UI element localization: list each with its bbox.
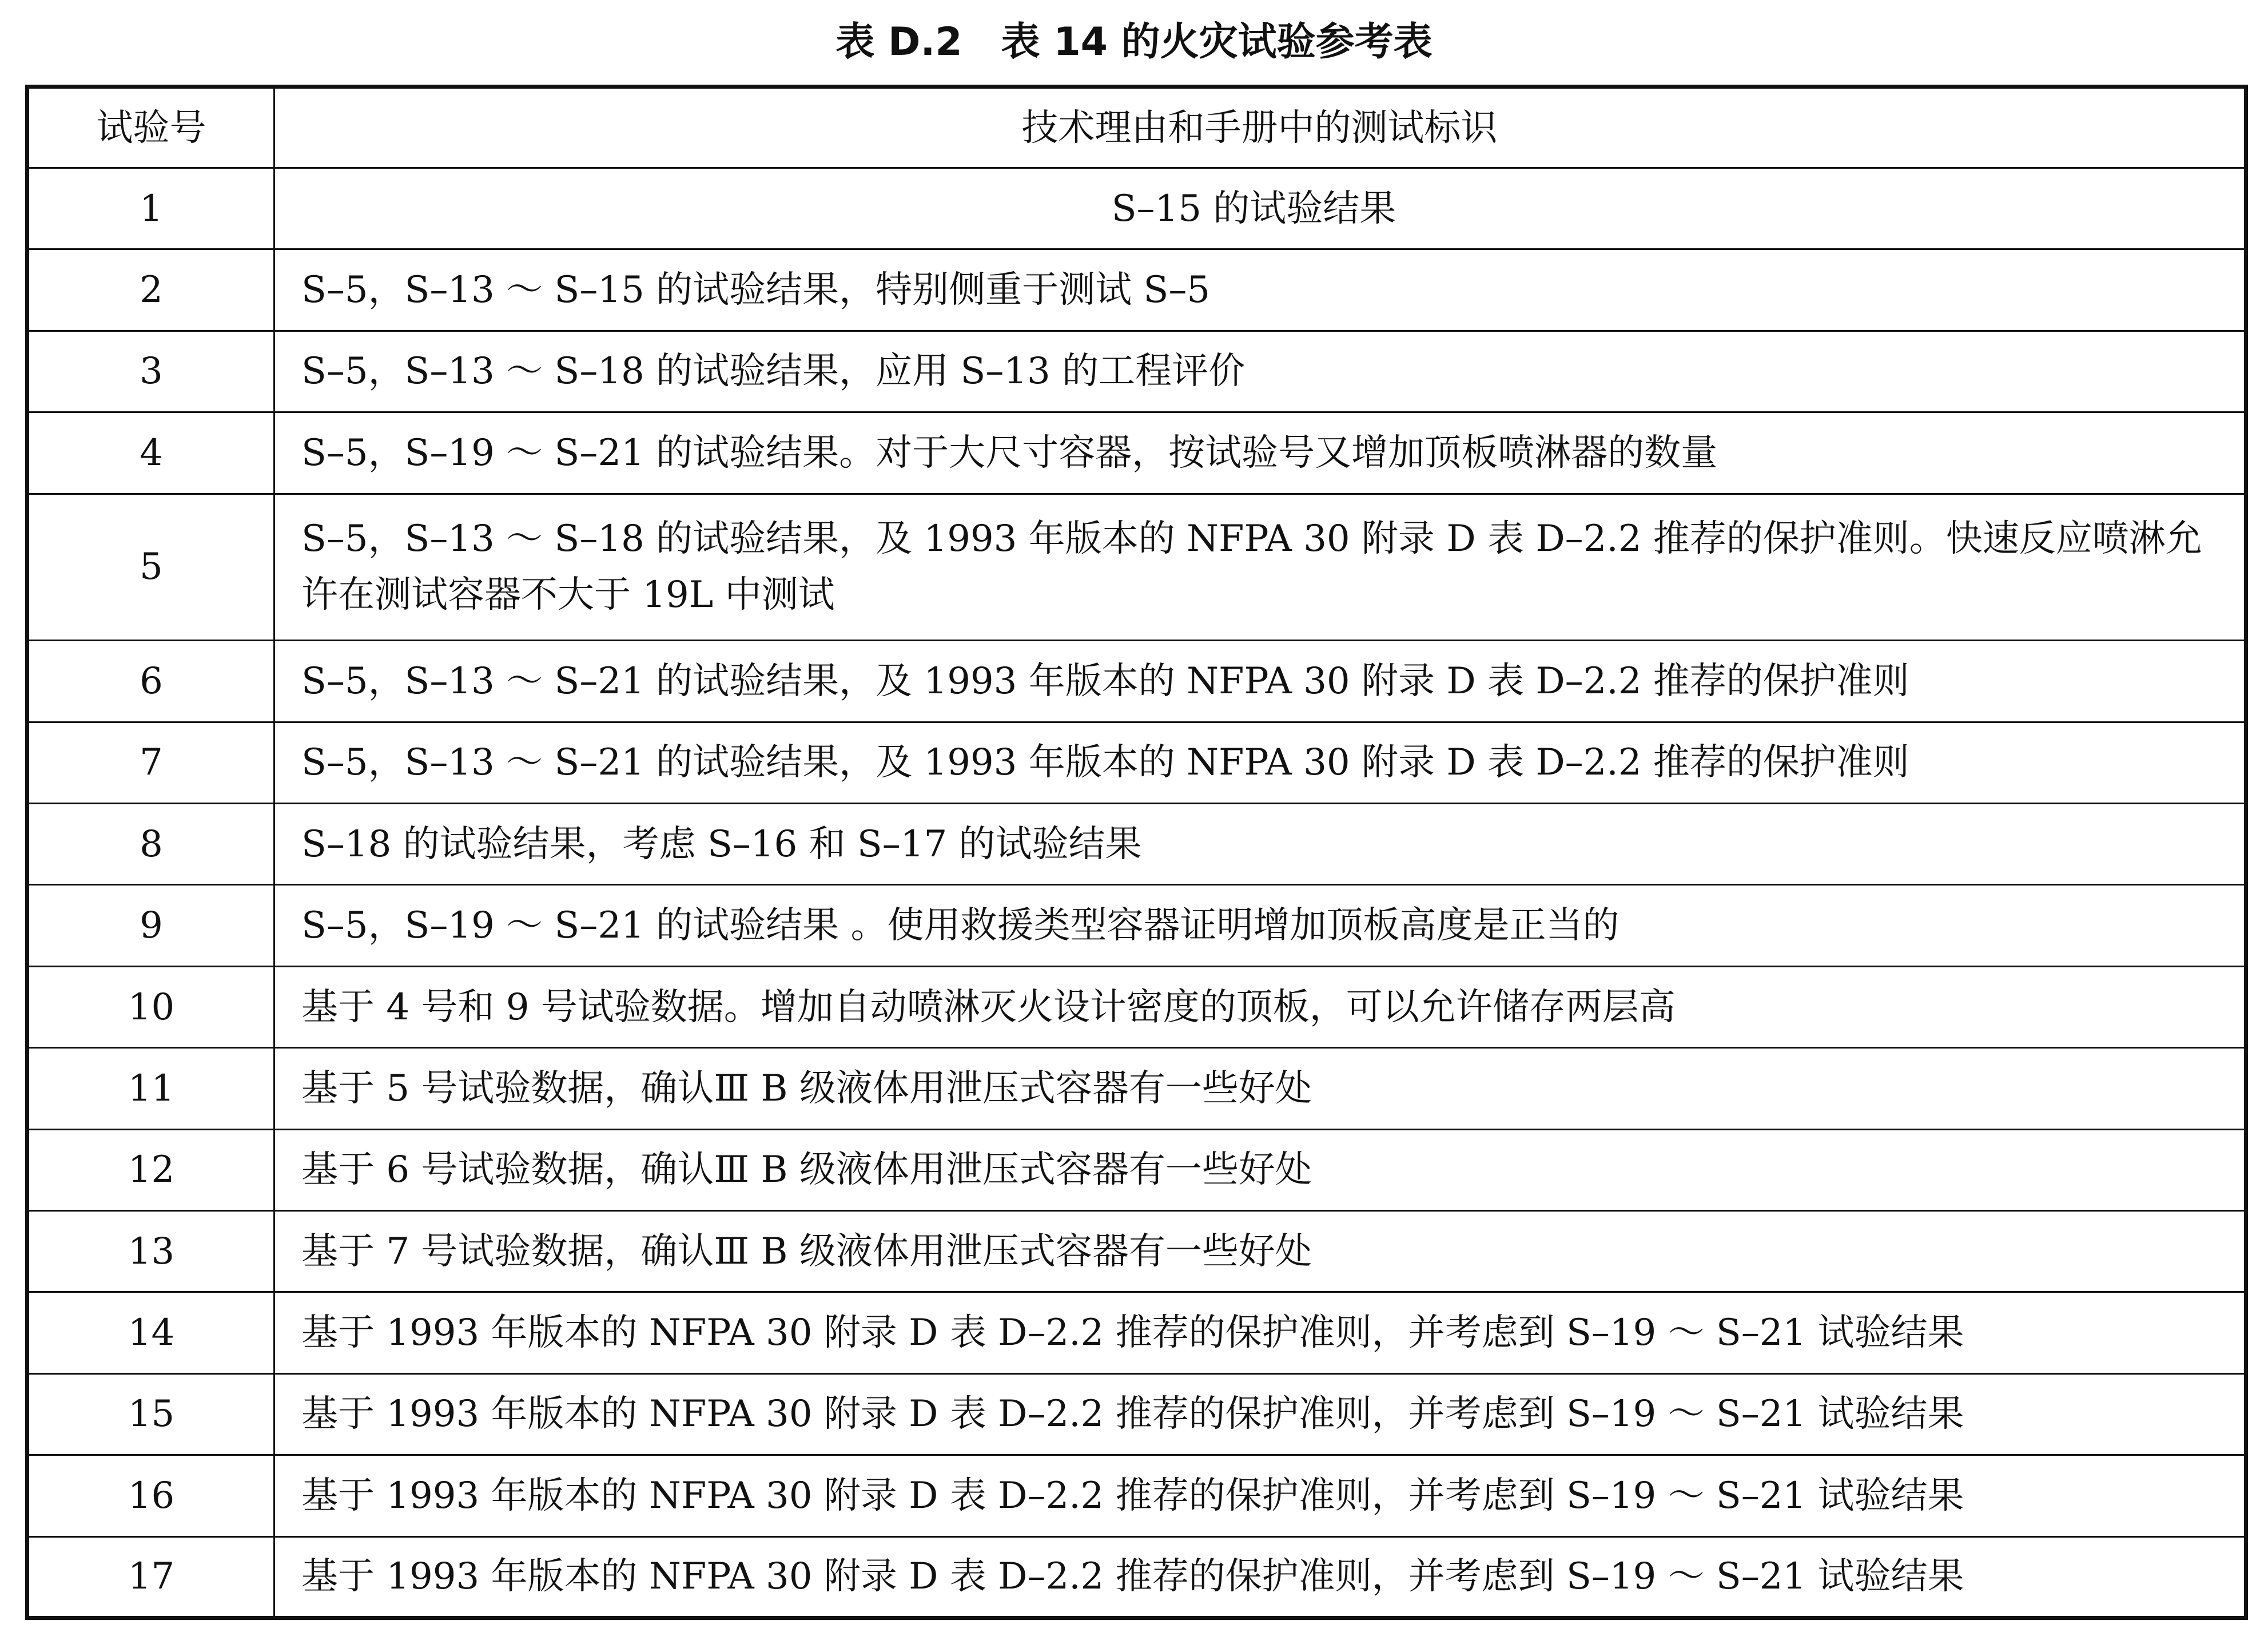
fire-test-reference-table: [25, 85, 2248, 1620]
test-number-cell: 8: [27, 804, 274, 885]
table-row: [27, 641, 2246, 722]
table-row: [27, 494, 2246, 641]
test-number-cell: 17: [27, 1536, 274, 1618]
table-row: [27, 331, 2246, 412]
description-cell: S–5，S–19 ～ S–21 的试验结果。对于大尺寸容器，按试验号又增加顶板喷淋器的数量: [274, 412, 2246, 494]
test-number-cell: 1: [27, 168, 274, 249]
test-number-cell: 14: [27, 1292, 274, 1373]
column-header-test-no: 试验号: [27, 87, 274, 168]
description-cell: 基于 1993 年版本的 NFPA 30 附录 D 表 D–2.2 推荐的保护准则，并考虑到 S–19 ～ S–21 试验结果: [274, 1536, 2246, 1618]
test-number-cell: 5: [27, 494, 274, 641]
description-cell: S–5，S–13 ～ S–21 的试验结果，及 1993 年版本的 NFPA 30 附录 D 表 D–2.2 推荐的保护准则: [274, 722, 2246, 803]
description-cell: S–5，S–13 ～ S–18 的试验结果，及 1993 年版本的 NFPA 30 附录 D 表 D–2.2 推荐的保护准则。快速反应喷淋允许在测试容器不大于 19L 中测试: [274, 494, 2246, 641]
description-cell: 基于 7 号试验数据，确认Ⅲ B 级液体用泄压式容器有一些好处: [274, 1211, 2246, 1292]
table-row: [27, 168, 2246, 249]
table-row: [27, 1211, 2246, 1292]
test-number-cell: 7: [27, 722, 274, 803]
description-cell: 基于 1993 年版本的 NFPA 30 附录 D 表 D–2.2 推荐的保护准则，并考虑到 S–19 ～ S–21 试验结果: [274, 1373, 2246, 1455]
test-number-cell: 6: [27, 641, 274, 722]
table-row: [27, 966, 2246, 1047]
table-row: [27, 1292, 2246, 1373]
description-cell: 基于 4 号和 9 号试验数据。增加自动喷淋灭火设计密度的顶板，可以允许储存两层高: [274, 966, 2246, 1047]
table-row: [27, 1048, 2246, 1129]
table-row: [27, 412, 2246, 494]
test-number-cell: 4: [27, 412, 274, 494]
test-number-cell: 12: [27, 1129, 274, 1210]
table-row: [27, 885, 2246, 966]
table-row: [27, 249, 2246, 331]
column-header-description: 技术理由和手册中的测试标识: [274, 87, 2246, 168]
description-cell: 基于 1993 年版本的 NFPA 30 附录 D 表 D–2.2 推荐的保护准则，并考虑到 S–19 ～ S–21 试验结果: [274, 1455, 2246, 1536]
table-row: [27, 722, 2246, 803]
test-number-cell: 9: [27, 885, 274, 966]
test-number-cell: 11: [27, 1048, 274, 1129]
description-cell: S–5，S–19 ～ S–21 的试验结果 。使用救援类型容器证明增加顶板高度是正当的: [274, 885, 2246, 966]
description-cell: 基于 5 号试验数据，确认Ⅲ B 级液体用泄压式容器有一些好处: [274, 1048, 2246, 1129]
table-row: [27, 1129, 2246, 1210]
table-row: [27, 804, 2246, 885]
description-cell: 基于 1993 年版本的 NFPA 30 附录 D 表 D–2.2 推荐的保护准则，并考虑到 S–19 ～ S–21 试验结果: [274, 1292, 2246, 1373]
description-cell: 基于 6 号试验数据，确认Ⅲ B 级液体用泄压式容器有一些好处: [274, 1129, 2246, 1210]
table-title: 表 D.2 表 14 的火灾试验参考表: [835, 19, 1433, 65]
test-number-cell: 3: [27, 331, 274, 412]
test-number-cell: 13: [27, 1211, 274, 1292]
description-cell: S–5，S–13 ～ S–18 的试验结果，应用 S–13 的工程评价: [274, 331, 2246, 412]
description-cell: S–5，S–13 ～ S–15 的试验结果，特别侧重于测试 S–5: [274, 249, 2246, 331]
table-row: [27, 1455, 2246, 1536]
test-number-cell: 2: [27, 249, 274, 331]
table-row: [27, 1373, 2246, 1455]
test-number-cell: 15: [27, 1373, 274, 1455]
test-number-cell: 10: [27, 966, 274, 1047]
description-cell: S–5，S–13 ～ S–21 的试验结果，及 1993 年版本的 NFPA 30 附录 D 表 D–2.2 推荐的保护准则: [274, 641, 2246, 722]
description-cell: S–18 的试验结果，考虑 S–16 和 S–17 的试验结果: [274, 804, 2246, 885]
table-header-row: [27, 87, 2246, 168]
description-cell: S–15 的试验结果: [274, 168, 2246, 249]
table-row: [27, 1536, 2246, 1618]
test-number-cell: 16: [27, 1455, 274, 1536]
